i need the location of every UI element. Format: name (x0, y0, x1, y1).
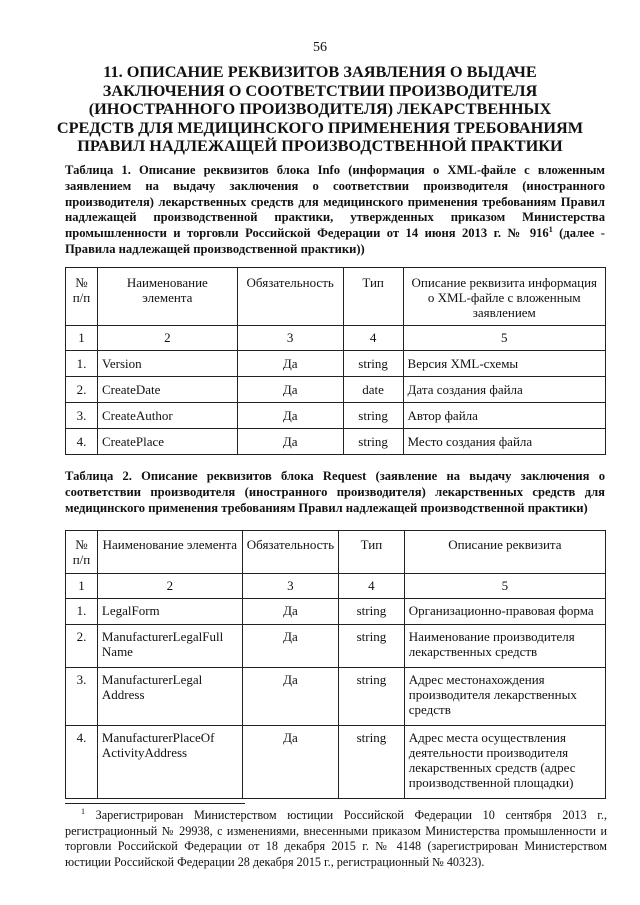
column-number: 2 (97, 574, 242, 599)
cell-required: Да (242, 625, 338, 668)
column-number: 3 (242, 574, 338, 599)
cell-num: 2. (66, 625, 98, 668)
cell-required: Да (237, 351, 343, 377)
cell-num: 1. (66, 351, 98, 377)
table1-caption-text: Таблица 1. Описание реквизитов блока Info (информация о XML-файле с вложенным заявлением на выдачу заключения о соответствии производителя (иностранного производителя) лекарственных средств для медицинского применения требованиям Правил надлежащей производственной практики, утвержденных приказом Министерства промышленности и торговли Российской Федерации от 14 июня 2013 г. № 916 (65, 163, 605, 241)
table1-caption-tail: (далее - Правила надлежащей производственной практики)) (65, 226, 605, 256)
column-numbers-row (66, 574, 606, 599)
table1 (65, 267, 606, 455)
footnote-text: Зарегистрирован Министерством юстиции Российской Федерации 10 сентября 2013 г., регистрационный № 29938, с изменениями, внесенными приказом Министерства промышленности и торговли Российской Федерации от 18 декабря 2015 г. № 4148 (зарегистрирован Министерством юстиции Российской Федерации 28 декабря 2015 г., регистрационный № 40323). (65, 808, 607, 869)
table-row (66, 429, 606, 455)
cell-description: Версия XML-схемы (403, 351, 605, 377)
table-row (66, 403, 606, 429)
header-cell-num: № п/п (66, 268, 98, 326)
header-cell-required: Обязательность (237, 268, 343, 326)
column-number: 3 (237, 326, 343, 351)
cell-description: Адрес местонахождения производителя лекарственных средств (404, 668, 605, 726)
column-number: 1 (66, 326, 98, 351)
header-cell-required: Обязательность (242, 531, 338, 574)
cell-num: 4. (66, 726, 98, 799)
cell-type: string (339, 668, 405, 726)
header-cell-description: Описание реквизита (404, 531, 605, 574)
table-row (66, 351, 606, 377)
cell-required: Да (242, 726, 338, 799)
column-number: 1 (66, 574, 98, 599)
cell-type: string (343, 403, 403, 429)
cell-num: 4. (66, 429, 98, 455)
cell-name: CreateDate (97, 377, 237, 403)
cell-name: ManufacturerPlaceOf ActivityAddress (97, 726, 242, 799)
column-number: 5 (403, 326, 605, 351)
cell-type: string (343, 351, 403, 377)
table2 (65, 530, 606, 799)
table-row (66, 377, 606, 403)
cell-required: Да (242, 599, 338, 625)
header-cell-num: № п/п (66, 531, 98, 574)
table-row (66, 668, 606, 726)
cell-name: ManufacturerLegalFull Name (97, 625, 242, 668)
cell-num: 3. (66, 403, 98, 429)
table-header-row (66, 531, 606, 574)
cell-type: date (343, 377, 403, 403)
cell-required: Да (237, 377, 343, 403)
cell-required: Да (237, 429, 343, 455)
column-number: 4 (339, 574, 405, 599)
cell-type: string (339, 599, 405, 625)
table1-caption (65, 163, 605, 258)
footnote-marker: 1 (81, 806, 85, 816)
cell-description: Адрес места осуществления деятельности производителя лекарственных средств (адрес производственной площадки) (404, 726, 605, 799)
cell-name: ManufacturerLegal Address (97, 668, 242, 726)
cell-description: Организационно-правовая форма (404, 599, 605, 625)
cell-type: string (343, 429, 403, 455)
column-number: 5 (404, 574, 605, 599)
cell-type: string (339, 625, 405, 668)
cell-required: Да (237, 403, 343, 429)
section-title: 11. ОПИСАНИЕ РЕКВИЗИТОВ ЗАЯВЛЕНИЯ О ВЫДАЧЕ ЗАКЛЮЧЕНИЯ О СООТВЕТСТВИИ ПРОИЗВОДИТЕЛЯ (ИНОСТРАННОГО ПРОИЗВОДИТЕЛЯ) ЛЕКАРСТВЕННЫХ СРЕДСТВ ДЛЯ МЕДИЦИНСКОГО ПРИМЕНЕНИЯ ТРЕБОВАНИЯМ ПРАВИЛ НАДЛЕЖАЩЕЙ ПРОИЗВОДСТВЕННОЙ ПРАКТИКИ (56, 62, 584, 156)
cell-required: Да (242, 668, 338, 726)
table-row (66, 625, 606, 668)
cell-name: Version (97, 351, 237, 377)
cell-num: 1. (66, 599, 98, 625)
header-cell-type: Тип (343, 268, 403, 326)
table2-caption: Таблица 2. Описание реквизитов блока Request (заявление на выдачу заключения о соответствии производителя (иностранного производителя) лекарственных средств для медицинского применения требованиям Правил надлежащей производственной практики) (65, 469, 605, 515)
column-number: 2 (97, 326, 237, 351)
cell-description: Автор файла (403, 403, 605, 429)
column-number: 4 (343, 326, 403, 351)
cell-description: Место создания файла (403, 429, 605, 455)
footnote-divider (65, 803, 245, 804)
cell-type: string (339, 726, 405, 799)
table-row (66, 726, 606, 799)
page-number: 56 (313, 40, 327, 55)
table-header-row (66, 268, 606, 326)
header-cell-description: Описание реквизита информация о XML-файле с вложенным заявлением (403, 268, 605, 326)
header-cell-name: Наименование элемента (97, 531, 242, 574)
header-cell-name: Наименование элемента (97, 268, 237, 326)
cell-num: 3. (66, 668, 98, 726)
cell-name: CreatePlace (97, 429, 237, 455)
cell-name: CreateAuthor (97, 403, 237, 429)
table-row (66, 599, 606, 625)
cell-description: Наименование производителя лекарственных средств (404, 625, 605, 668)
footnote-reference: 1 (548, 225, 553, 234)
header-cell-type: Тип (339, 531, 405, 574)
cell-name: LegalForm (97, 599, 242, 625)
cell-num: 2. (66, 377, 98, 403)
cell-description: Дата создания файла (403, 377, 605, 403)
column-numbers-row (66, 326, 606, 351)
footnote (65, 808, 607, 870)
